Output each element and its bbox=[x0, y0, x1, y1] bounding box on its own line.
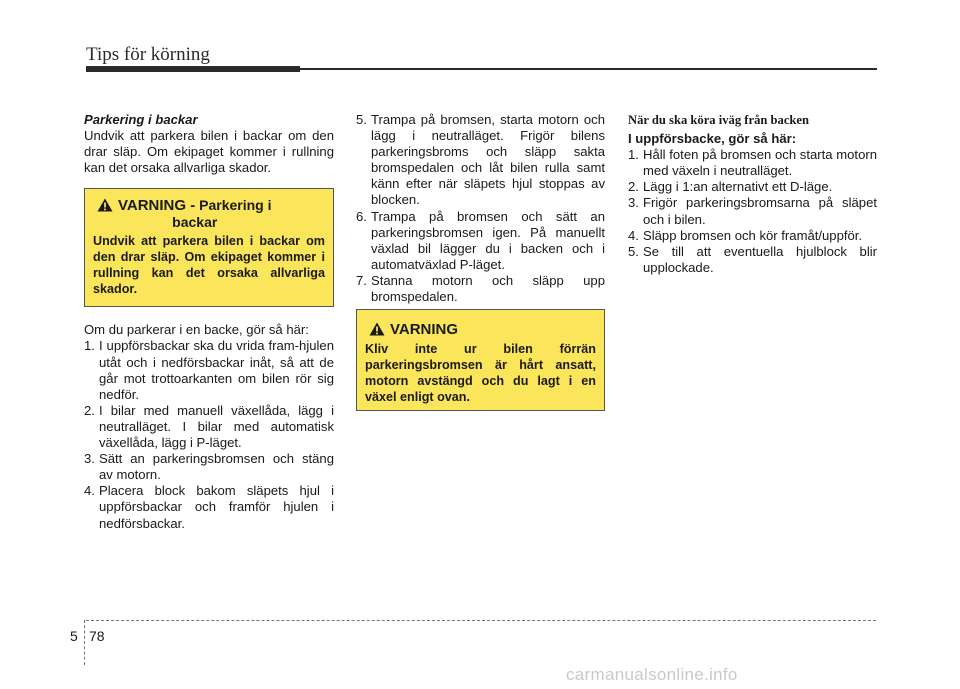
list-item: 4. Släpp bromsen och kör framåt/uppför. bbox=[628, 227, 863, 243]
list-item: 2. Lägg i 1:an alternativt ett D-läge. bbox=[628, 179, 833, 195]
list-item: 2. I bilar med manuell växellåda, lägg i neutralläget. I bilar med automatisk växellåda, lägg i P-läget. bbox=[84, 402, 334, 451]
list-item: 3. Frigör parkeringsbromsarna på släpet och i bilen. bbox=[628, 195, 877, 227]
section-title-uphill-start: När du ska köra iväg från backen bbox=[628, 113, 810, 127]
column-right bbox=[628, 112, 877, 276]
uphill-subtitle: I uppförsbacke, gör så här: bbox=[628, 131, 797, 147]
section-title-parking: Parkering i backar bbox=[84, 112, 198, 127]
list-item: 6. Trampa på bromsen och sätt an parkeringsbromsen igen. På manuellt växlad bil lägger du i backen och i automatväxlad P-läget. bbox=[356, 208, 605, 272]
page-number: 78 bbox=[89, 628, 105, 644]
list-item: 4. Placera block bakom släpets hjul i uppförsbackar och framför hjulen i nedförsbackar. bbox=[84, 483, 334, 531]
warning-title bbox=[390, 321, 458, 338]
footer-divider bbox=[84, 620, 85, 665]
warning-title bbox=[118, 197, 272, 230]
steps-intro: Om du parkerar i en backe, gör så här: bbox=[84, 322, 309, 338]
list-item: 1. Håll foten på bromsen och starta motorn med växeln i neutralläget. bbox=[628, 147, 877, 179]
column-left bbox=[84, 112, 334, 532]
chapter-number: 5 bbox=[70, 628, 78, 644]
warning-label: VARNING - bbox=[118, 197, 196, 215]
warning-text: Kliv inte ur bilen förrän parkeringsbromsen är hårt ansatt, motorn avstängd och du lagt i en växel enligt ovan. bbox=[365, 342, 596, 404]
warning-text: Undvik att parkera bilen i backar om den drar släp. Om ekipaget kommer i rullning kan det orsaka allvarliga skador. bbox=[93, 234, 325, 297]
list-item: 7. Stanna motorn och släpp upp bromspedalen. bbox=[356, 272, 605, 305]
warning-title-line2: backar bbox=[172, 214, 218, 231]
list-item: 5. Trampa på bromsen, starta motorn och lägg i neutralläget. Frigör bilens parkeringsbroms och släpp sakta bromspedalen och låt bilen rulla samt känn efter när släpets hjul stoppas av blocken. bbox=[356, 112, 605, 208]
warning-header bbox=[93, 197, 325, 230]
parking-steps-list bbox=[84, 338, 334, 531]
uphill-steps-list bbox=[628, 147, 877, 276]
page-header-title: Tips för körning bbox=[86, 44, 210, 65]
warning-box-exit-vehicle bbox=[356, 309, 605, 411]
list-item: 5. Se till att eventuella hjulblock blir upplockade. bbox=[628, 243, 877, 275]
intro-paragraph: Undvik att parkera bilen i backar om den drar släp. Om ekipaget kommer i rullning kan det orsaka allvarliga skador. bbox=[84, 128, 334, 176]
list-item: 1. I uppförsbackar ska du vrida fram-hjulen utåt och i nedförsbackar inåt, så att de går mot trottoarkanten om bilen rör sig nedför. bbox=[84, 338, 334, 402]
list-item: 3. Sätt an parkeringsbromsen och stäng av motorn. bbox=[84, 451, 334, 483]
warning-box-parking bbox=[84, 188, 334, 307]
warning-triangle-icon bbox=[369, 322, 385, 336]
watermark: carmanualsonline.info bbox=[566, 665, 738, 684]
footer-rule bbox=[86, 620, 876, 621]
header-bar bbox=[86, 66, 300, 72]
warning-title-line1: Parkering i bbox=[199, 197, 272, 214]
warning-header bbox=[365, 321, 596, 338]
header-rule bbox=[300, 68, 877, 70]
parking-steps-continued-list bbox=[356, 112, 605, 305]
warning-label: VARNING bbox=[390, 321, 459, 338]
warning-triangle-icon bbox=[97, 198, 113, 212]
column-middle bbox=[356, 112, 605, 305]
